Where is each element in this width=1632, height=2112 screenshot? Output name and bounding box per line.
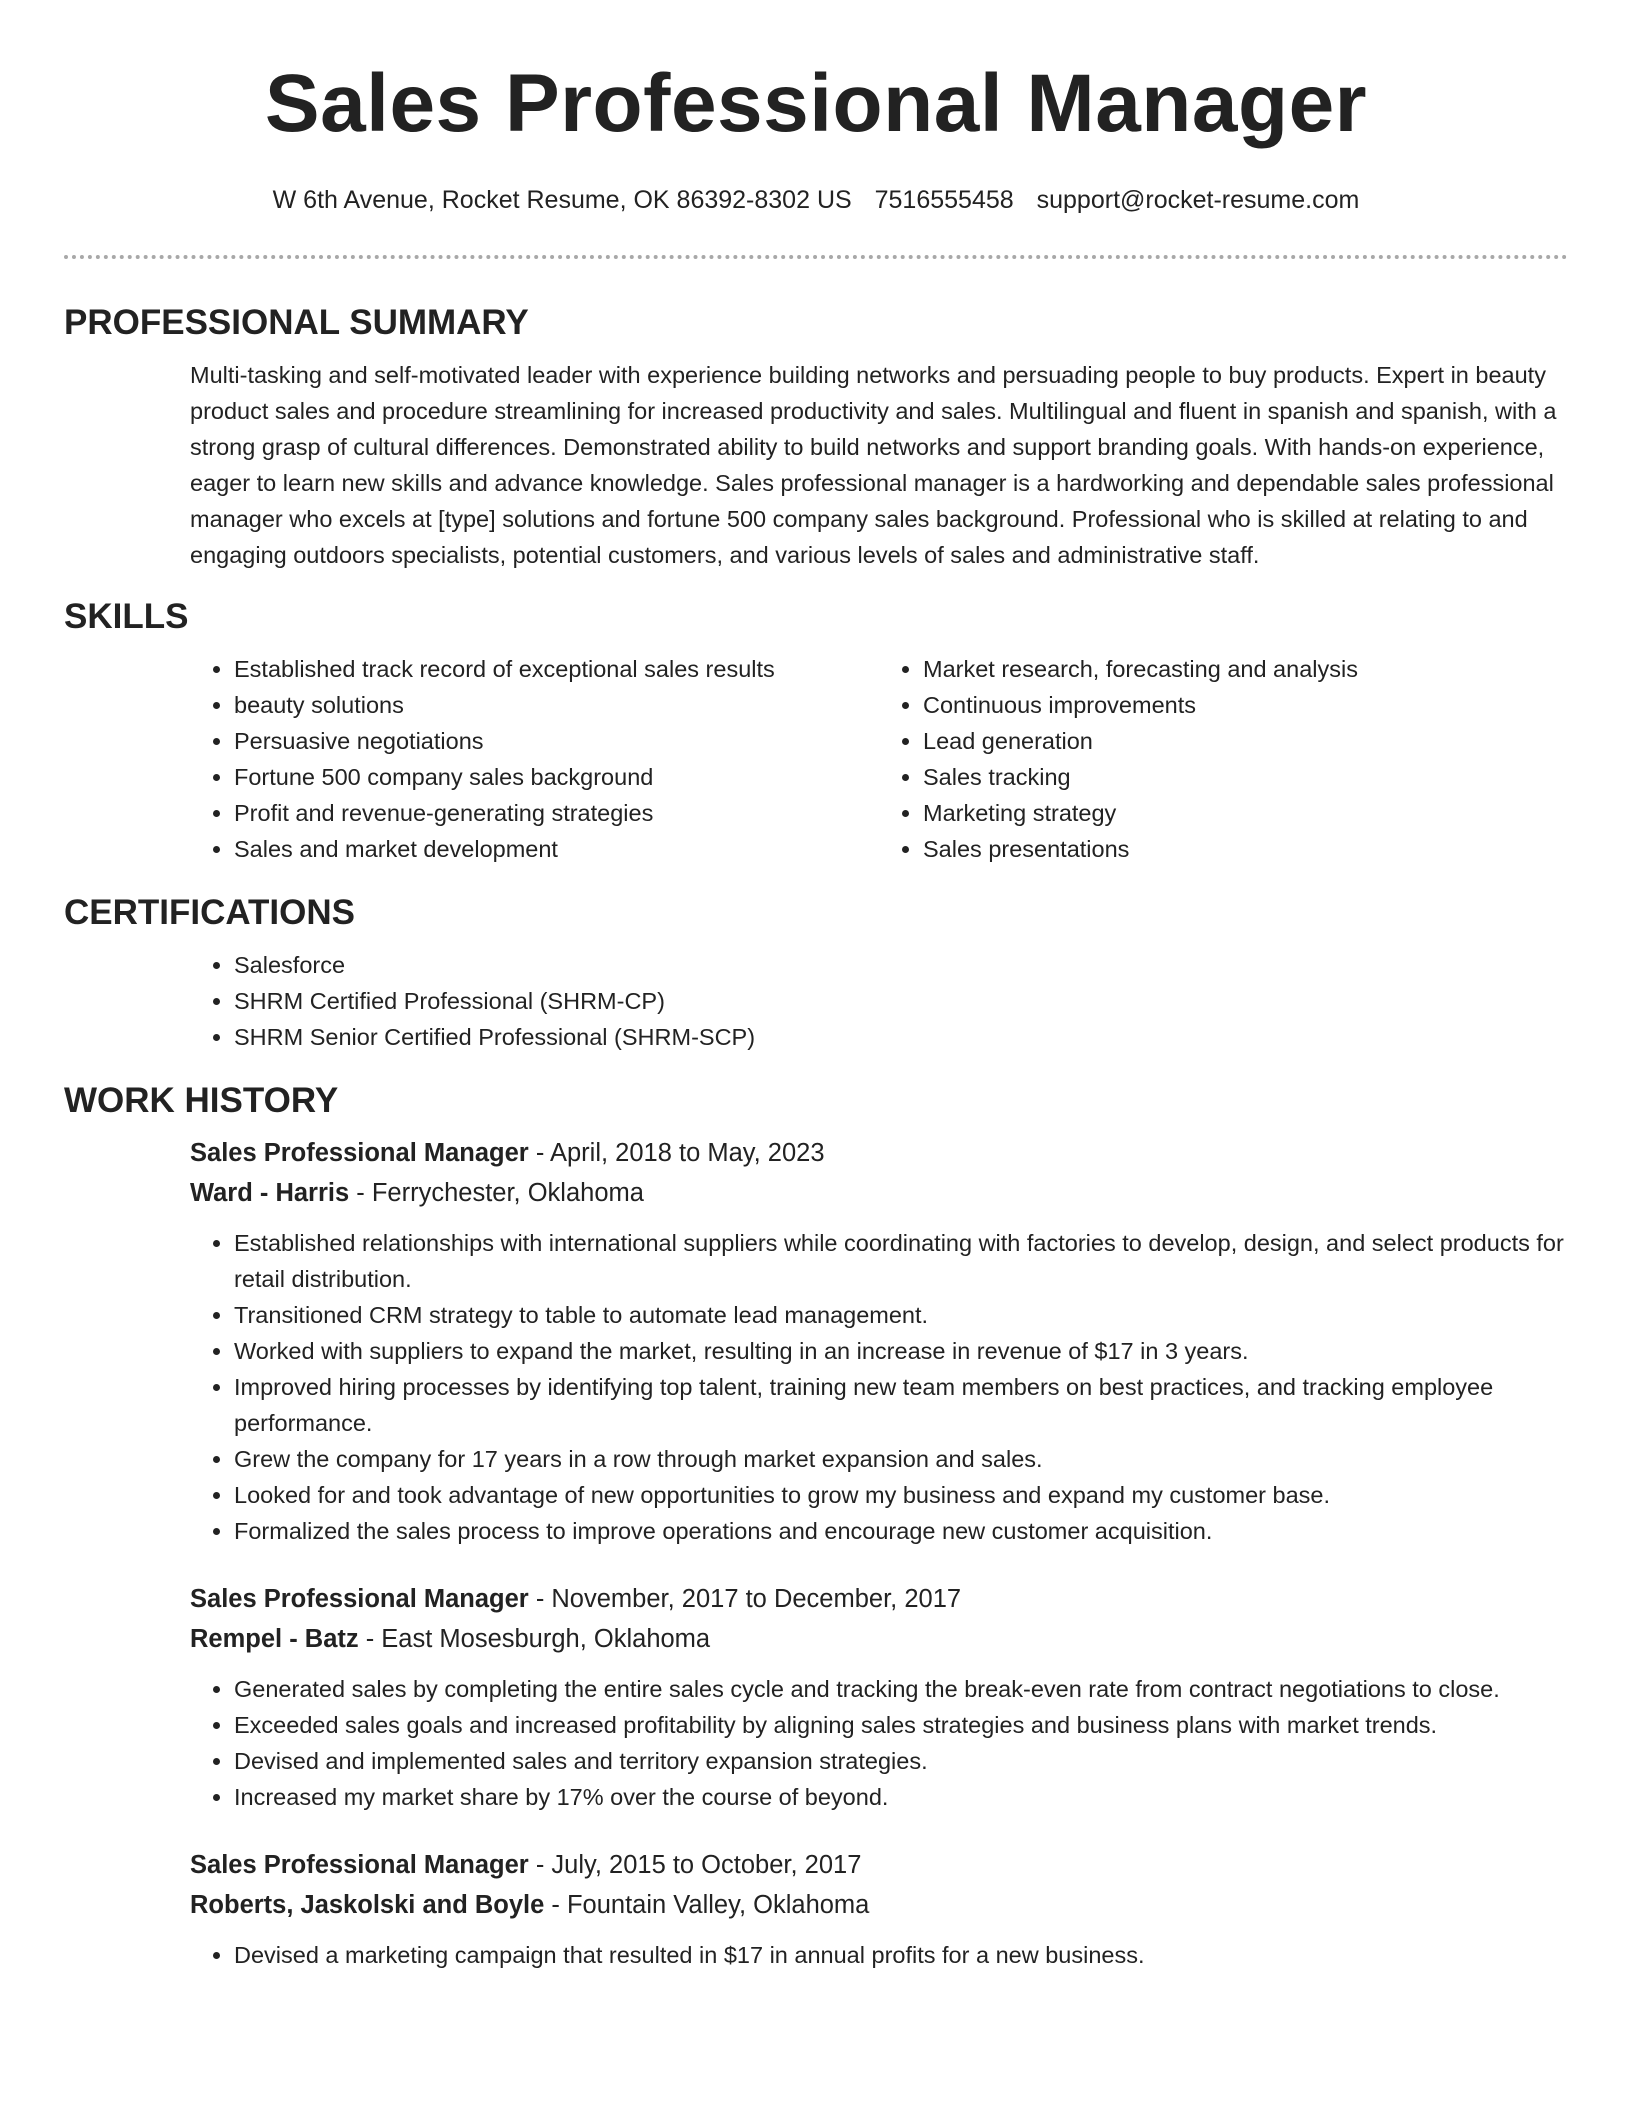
job-bullet: • Transitioned CRM strategy to table to automate lead management. [234,1297,1568,1333]
job-bullet: • Established relationships with international suppliers while coordinating with factories to develop, design, and select products for retail distribution. [234,1225,1568,1297]
job-company-line [190,1619,1568,1659]
skill-item: • Established track record of exceptional sales results [234,651,879,687]
skill-item: • Sales presentations [923,831,1568,867]
section-title-certifications: CERTIFICATIONS [64,893,356,932]
resume-page [64,0,1568,1973]
job-bullet: • Grew the company for 17 years in a row through market expansion and sales. [234,1441,1568,1477]
certifications-list [190,947,1568,1055]
job-dates: - April, 2018 to May, 2023 [528,1139,825,1167]
summary-section [190,357,1568,573]
job-title-line [190,1845,1568,1885]
header-divider [64,255,1568,259]
job-bullet: • Exceeded sales goals and increased profitability by aligning sales strategies and business plans with market trends. [234,1707,1568,1743]
job-bullets [190,1671,1568,1815]
skill-item: • Market research, forecasting and analysis [923,651,1568,687]
job-entry [190,1579,1568,1815]
contact-info [64,184,1568,216]
section-title-skills: SKILLS [64,597,189,636]
skills-section [190,651,1568,867]
section-title-summary: PROFESSIONAL SUMMARY [64,303,529,342]
certification-item: • Salesforce [234,947,1568,983]
job-bullet: • Improved hiring processes by identifying top talent, training new team members on best practices, and tracking employee performance. [234,1369,1568,1441]
job-bullet: • Looked for and took advantage of new opportunities to grow my business and expand my customer base. [234,1477,1568,1513]
section-title-work-history: WORK HISTORY [64,1081,339,1120]
contact-phone: 7516555458 [874,186,1014,214]
job-position: Sales Professional Manager [190,1585,529,1613]
job-title-line [190,1579,1568,1619]
job-company-line [190,1173,1568,1213]
job-bullet: • Increased my market share by 17% over the course of beyond. [234,1779,1568,1815]
contact-address: W 6th Avenue, Rocket Resume, OK 86392-8302 US [272,186,852,214]
skill-item: • Profit and revenue-generating strategies [234,795,879,831]
job-location: - East Mosesburgh, Oklahoma [358,1625,711,1653]
skill-item: • Marketing strategy [923,795,1568,831]
skill-item: • Persuasive negotiations [234,723,879,759]
job-bullets [190,1937,1568,1973]
job-location: - Ferrychester, Oklahoma [349,1179,644,1207]
job-title-line [190,1133,1568,1173]
skill-item: • Continuous improvements [923,687,1568,723]
job-dates: - July, 2015 to October, 2017 [528,1851,862,1879]
skill-item: • Sales and market development [234,831,879,867]
resume-name: Sales Professional Manager [264,58,1368,149]
certification-item: • SHRM Certified Professional (SHRM-CP) [234,983,1568,1019]
work-history-section [190,1133,1568,1973]
skill-item: • Lead generation [923,723,1568,759]
job-dates: - November, 2017 to December, 2017 [528,1585,962,1613]
job-bullet: • Worked with suppliers to expand the market, resulting in an increase in revenue of $17 in 3 years. [234,1333,1568,1369]
job-company-line [190,1885,1568,1925]
skill-item: • beauty solutions [234,687,879,723]
job-bullet: • Devised and implemented sales and territory expansion strategies. [234,1743,1568,1779]
job-bullets [190,1225,1568,1549]
job-entry [190,1845,1568,1973]
job-position: Sales Professional Manager [190,1139,529,1167]
certifications-section [190,947,1568,1055]
job-entry [190,1133,1568,1549]
job-bullet: • Formalized the sales process to improve operations and encourage new customer acquisition. [234,1513,1568,1549]
certification-item: • SHRM Senior Certified Professional (SHRM-SCP) [234,1019,1568,1055]
job-company: Rempel - Batz [190,1625,359,1653]
skills-list-right [879,651,1568,867]
job-position: Sales Professional Manager [190,1851,529,1879]
job-company: Ward - Harris [190,1179,350,1207]
skill-item: • Sales tracking [923,759,1568,795]
job-bullet: • Generated sales by completing the entire sales cycle and tracking the break-even rate from contract negotiations to close. [234,1671,1568,1707]
summary-text: Multi-tasking and self-motivated leader with experience building networks and persuading people to buy products. Expert in beauty product sales and procedure streamlining for increased productivity and sales. Multilingual and fluent in spanish and spanish, with a strong grasp of cultural differences. Demonstrated ability to build networks and support branding goals. With hands-on experience, eager to learn new skills and advance knowledge. Sales professional manager is a hardworking and dependable sales professional manager who excels at [type] solutions and fortune 500 company sales background. Professional who is skilled at relating to and engaging outdoors specialists, potential customers, and various levels of sales and administrative staff. [190,362,1557,568]
skill-item: • Fortune 500 company sales background [234,759,879,795]
job-bullet: • Devised a marketing campaign that resulted in $17 in annual profits for a new business. [234,1937,1568,1973]
job-location: - Fountain Valley, Oklahoma [544,1891,870,1919]
skills-list-left [190,651,879,867]
contact-email: support@rocket-resume.com [1036,186,1360,214]
job-company: Roberts, Jaskolski and Boyle [190,1891,545,1919]
